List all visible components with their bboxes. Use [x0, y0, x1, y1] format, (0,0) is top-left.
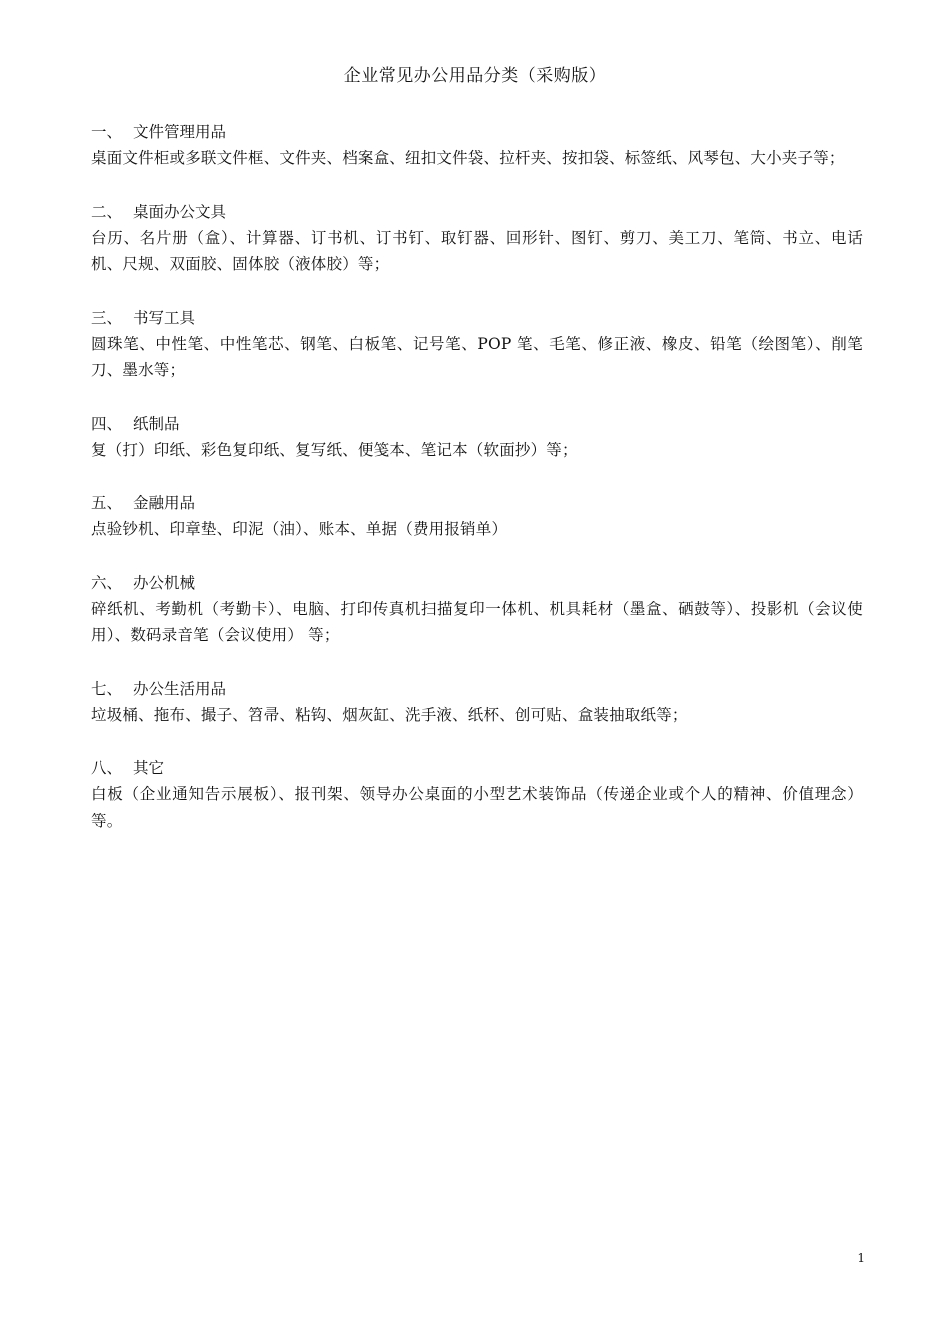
- section-title: 桌面办公文具: [133, 202, 227, 221]
- section-body: 碎纸机、考勤机（考勤卡）、电脑、打印传真机扫描复印一体机、机具耗材（墨盒、硒鼓等）、投影机（会议使用）、数码录音笔（会议使用） 等；: [91, 599, 863, 644]
- section-number: 三、: [91, 308, 123, 327]
- section-heading: [91, 199, 863, 225]
- section-title: 文件管理用品: [133, 123, 227, 141]
- section-title: 其它: [133, 759, 165, 777]
- document-title: 企业常见办公用品分类（采购版）: [343, 66, 607, 86]
- section-title: 纸制品: [133, 414, 180, 433]
- section-writing-tools: [91, 305, 863, 384]
- section-number: 四、: [91, 414, 123, 433]
- section-heading: [91, 305, 863, 331]
- section-body: 复（打）印纸、彩色复印纸、复写纸、便笺本、笔记本（软面抄）等；: [91, 440, 578, 459]
- section-heading: [91, 676, 863, 702]
- section-office-machines: [91, 570, 863, 649]
- section-number: 七、: [91, 679, 123, 698]
- section-others: [91, 755, 863, 834]
- section-body: 垃圾桶、拖布、撮子、笤帚、粘钩、烟灰缸、洗手液、纸杯、创可贴、盒装抽取纸等；: [91, 705, 688, 724]
- section-file-management: [91, 119, 863, 172]
- section-heading: [91, 411, 863, 437]
- section-number: 一、: [91, 123, 123, 141]
- section-title: 办公机械: [133, 573, 196, 592]
- section-heading: [91, 755, 863, 781]
- section-daily-supplies: [91, 676, 863, 729]
- section-body: 圆珠笔、中性笔、中性笔芯、钢笔、白板笔、记号笔、POP 笔、毛笔、修正液、橡皮、铅笔（绘图笔）、削笔刀、墨水等；: [91, 334, 863, 379]
- page-number: 1: [857, 1251, 865, 1265]
- section-desk-stationery: [91, 199, 863, 278]
- document-content: [91, 119, 863, 861]
- section-title: 书写工具: [133, 308, 196, 327]
- section-body: 点验钞机、印章垫、印泥（油）、账本、单据（费用报销单）: [91, 520, 508, 538]
- section-body: 白板（企业通知告示展板）、报刊架、领导办公桌面的小型艺术装饰品（传递企业或个人的精神、价值理念）等。: [91, 785, 863, 830]
- section-body: 台历、名片册（盒）、计算器、订书机、订书钉、取钉器、回形针、图钉、剪刀、美工刀、笔筒、书立、电话机、尺规、双面胶、固体胶（液体胶）等；: [91, 228, 863, 273]
- section-number: 八、: [91, 759, 123, 777]
- section-title: 金融用品: [133, 494, 196, 512]
- section-body: 桌面文件柜或多联文件框、文件夹、档案盒、纽扣文件袋、拉杆夹、按扣袋、标签纸、风琴包、大小夹子等；: [91, 149, 845, 167]
- section-heading: [91, 119, 863, 145]
- section-number: 二、: [91, 202, 123, 221]
- section-finance-supplies: [91, 490, 863, 543]
- section-heading: [91, 490, 863, 516]
- section-number: 六、: [91, 573, 123, 592]
- section-number: 五、: [91, 494, 123, 512]
- section-title: 办公生活用品: [133, 679, 227, 698]
- section-paper-products: [91, 411, 863, 464]
- section-heading: [91, 570, 863, 596]
